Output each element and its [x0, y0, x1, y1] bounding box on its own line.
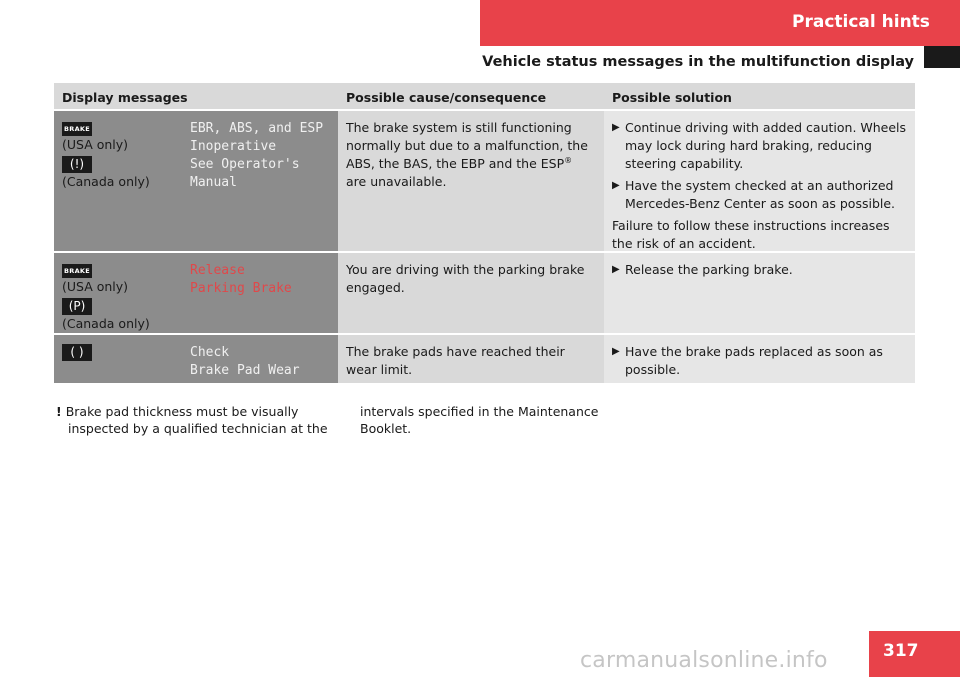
display-message-line: Release [190, 263, 245, 278]
solution-text: Continue driving with added caution. Wheels may lock during hard braking, reducing steering capability. [625, 120, 907, 171]
note-text: Brake pad thickness must be visually [65, 404, 299, 419]
solution-item [612, 343, 909, 379]
column-header-solution: Possible solution [612, 90, 732, 105]
table-row [54, 335, 915, 383]
cause-text-tail: are unavailable. [346, 174, 447, 189]
cause-text: The brake pads have reached their wear limit. [346, 344, 565, 377]
display-message-line: Check [190, 345, 230, 360]
section-title: Vehicle status messages in the multifunction display [482, 54, 914, 70]
lamp-label: (USA only) [62, 279, 129, 294]
display-cell [54, 253, 338, 333]
display-message-line: Manual [190, 175, 237, 190]
status-messages-table [54, 83, 915, 383]
solution-cell [604, 111, 915, 251]
solution-item [612, 119, 909, 173]
brake-warning-lamp-icon: BRAKE [62, 122, 92, 136]
display-message [190, 344, 300, 380]
note-continuation: intervals specified in the Maintenance Booklet. [360, 404, 599, 436]
cause-cell [338, 111, 604, 251]
table-row [54, 111, 915, 253]
indicator-lamps [62, 260, 192, 333]
cause-cell [338, 253, 604, 333]
indicator-lamps [62, 118, 192, 191]
display-message-line: EBR, ABS, and ESP [190, 121, 324, 136]
bullet-arrow-icon: ▶ [612, 264, 620, 275]
note-text: inspected by a qualified technician at the [68, 421, 328, 436]
thumb-index-marker [924, 46, 960, 68]
solution-cell [604, 253, 915, 333]
display-message [190, 262, 292, 298]
lamp-label: (Canada only) [62, 316, 150, 331]
column-header-cause: Possible cause/consequence [346, 90, 547, 105]
lamp-label: (USA only) [62, 137, 129, 152]
display-message-line: See Operator's [190, 157, 300, 172]
table-header-row [54, 83, 915, 111]
chapter-tab [480, 0, 960, 46]
cause-text: The brake system is still functioning normally but due to a malfunction, the ABS, the BAS, the EBP and the ESP [346, 120, 588, 171]
table-row [54, 253, 915, 335]
display-message-line: Inoperative [190, 139, 277, 154]
bullet-arrow-icon: ▶ [612, 122, 620, 133]
display-message-line: Brake Pad Wear [190, 363, 300, 378]
brake-warning-lamp-icon: BRAKE [62, 264, 92, 278]
page-number [869, 631, 960, 677]
lamp-label: (Canada only) [62, 174, 150, 189]
bullet-arrow-icon: ▶ [612, 346, 620, 357]
solution-text: Release the parking brake. [625, 262, 793, 277]
cause-cell [338, 335, 604, 383]
column-header-display-messages: Display messages [62, 90, 188, 105]
display-cell [54, 111, 338, 251]
watermark: carmanualsonline.info [580, 648, 828, 673]
chapter-title: Practical hints [792, 12, 930, 32]
display-cell [54, 335, 338, 383]
warning-exclamation-icon: ! [56, 404, 62, 419]
display-message-line: Parking Brake [190, 281, 292, 296]
brake-pad-wear-lamp-icon: ( ) [62, 344, 92, 361]
solution-warning: Failure to follow these instructions increases the risk of an accident. [612, 218, 890, 251]
display-message [190, 120, 323, 192]
maintenance-note [56, 403, 336, 437]
parking-brake-lamp-icon: (P) [62, 298, 92, 315]
circle-exclamation-lamp-icon: (!) [62, 156, 92, 173]
solution-text: Have the system checked at an authorized Mercedes-Benz Center as soon as possible. [625, 178, 896, 211]
solution-text: Have the brake pads replaced as soon as possible. [625, 344, 883, 377]
page-number-text: 317 [883, 641, 919, 661]
registered-mark: ® [564, 155, 573, 165]
indicator-lamps [62, 342, 192, 361]
solution-item [612, 177, 909, 213]
bullet-arrow-icon: ▶ [612, 180, 620, 191]
solution-cell [604, 335, 915, 383]
solution-item [612, 261, 909, 279]
cause-text: You are driving with the parking brake engaged. [346, 262, 585, 295]
